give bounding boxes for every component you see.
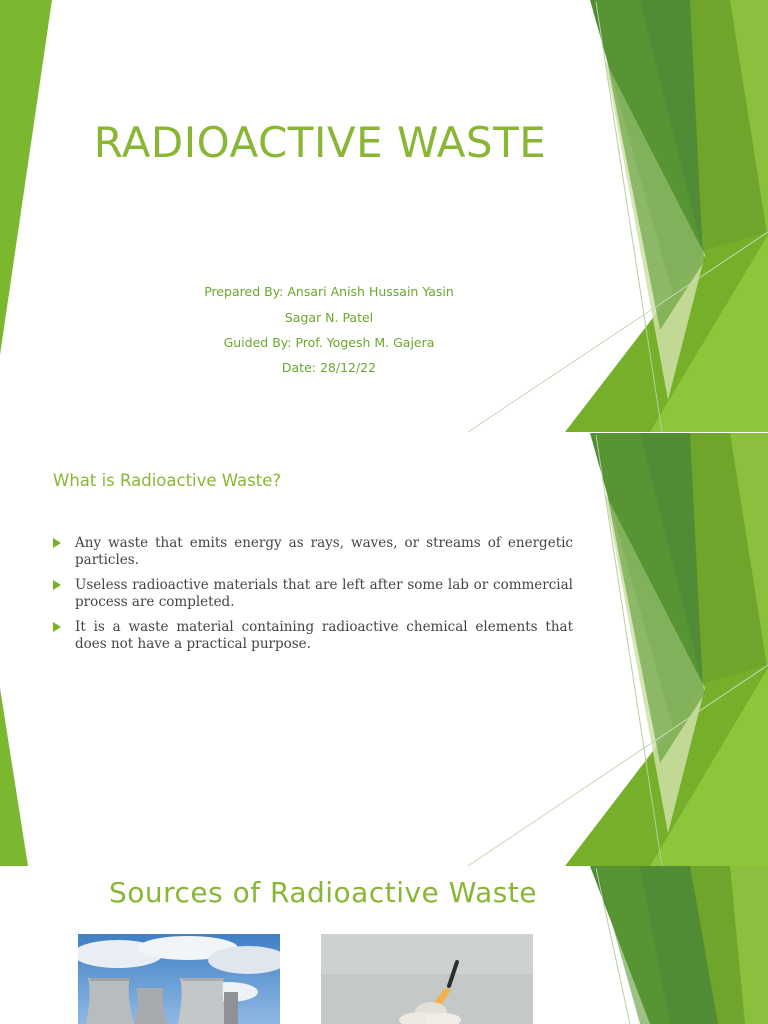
title-slide [0,0,768,432]
list-item: It is a waste material containing radioactive chemical elements that does not have a practical purpose. [53,619,573,653]
missile-launch-photo [321,934,533,1024]
bullet-arrow-icon [53,622,61,632]
section-heading: What is Radioactive Waste? [53,471,282,490]
list-item: Useless radioactive materials that are left after some lab or commercial process are completed. [53,577,573,611]
list-item: Any waste that emits energy as rays, waves, or streams of energetic particles. [53,535,573,569]
prepared-by-text: Prepared By: Ansari Anish Hussain Yasin [204,284,454,299]
definition-slide [0,432,768,866]
definition-list [53,535,573,661]
coauthor-text: Sagar N. Patel [284,310,374,325]
date-text: Date: 28/12/22 [281,360,377,375]
guided-by-text: Guided By: Prof. Yogesh M. Gajera [223,335,435,350]
presentation-title: RADIOACTIVE WASTE [93,118,547,167]
slide-title: Sources of Radioactive Waste [108,876,538,909]
sources-slide [0,866,768,1024]
cooling-towers-photo [78,934,280,1024]
bullet-arrow-icon [53,580,61,590]
bullet-arrow-icon [53,538,61,548]
